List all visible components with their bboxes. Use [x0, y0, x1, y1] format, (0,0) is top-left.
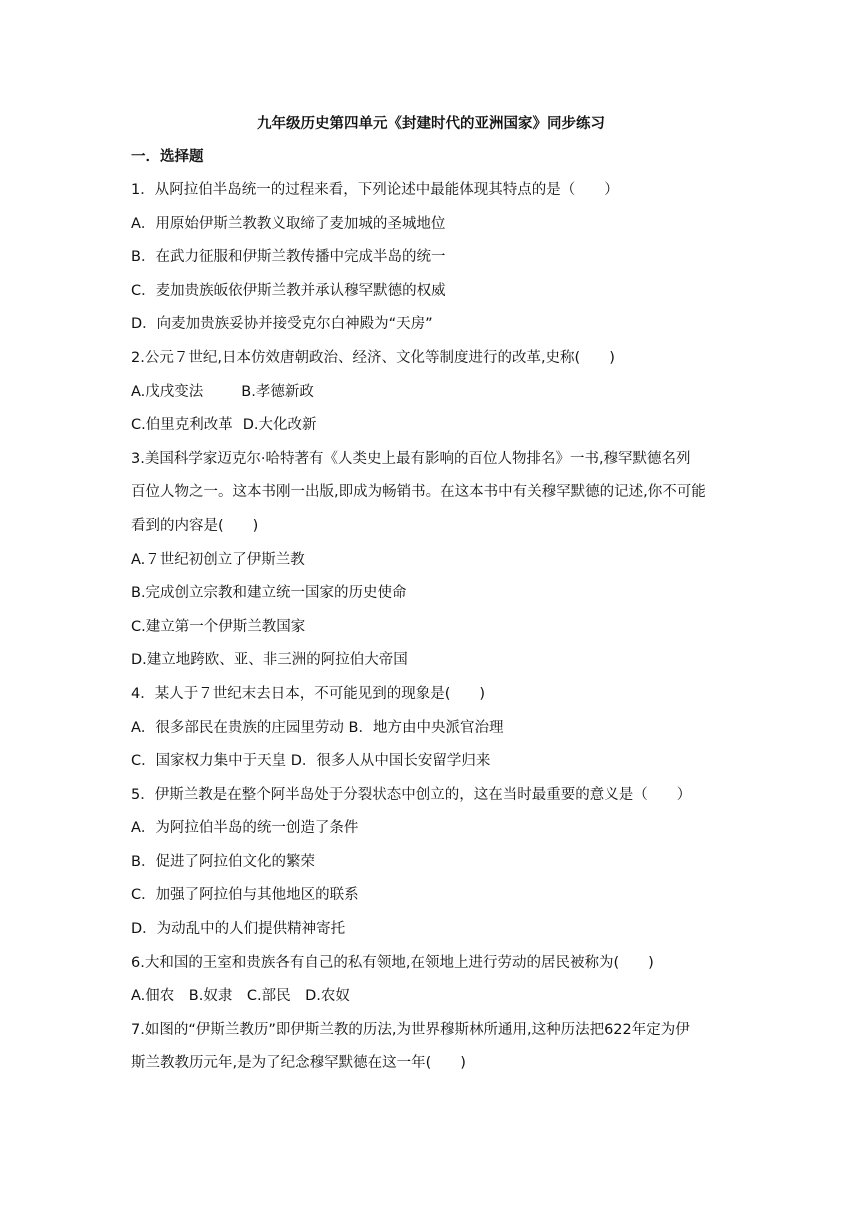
question-stem: 4．某人于７世纪末去日本，不可能见到的现象是( ) [131, 685, 486, 702]
option-b: B．促进了阿拉伯文化的繁荣 [131, 853, 315, 870]
question-4 [131, 680, 731, 781]
document-body [131, 110, 731, 1083]
option-c: C.建立第一个伊斯兰教国家 [131, 618, 306, 635]
option-b: B．在武力征服和伊斯兰教传播中完成半岛的统一 [131, 249, 446, 266]
option-d: D.建立地跨欧、亚、非三洲的阿拉伯大帝国 [131, 652, 408, 669]
question-stem: 2.公元７世纪,日本仿效唐朝政治、经济、文化等制度进行的改革,史称( ) [131, 349, 615, 366]
question-5 [131, 781, 731, 949]
question-6 [131, 949, 731, 1016]
option-c: C．麦加贵族皈依伊斯兰教并承认穆罕默德的权威 [131, 282, 446, 299]
option-d: D．向麦加贵族妥协并接受克尔白神殿为“天房” [131, 316, 433, 333]
question-stem-line-3: 看到的内容是( ) [131, 517, 259, 534]
option-d: D.大化改新 [242, 417, 317, 434]
option-c: C.伯里克利改革 [131, 417, 233, 434]
section-heading: 一．选择题 [131, 149, 204, 165]
option-a: A．用原始伊斯兰教教义取缔了麦加城的圣城地位 [131, 215, 446, 232]
option-spacer [203, 378, 241, 412]
question-stem: 6.大和国的王室和贵族各有自己的私有领地,在领地上进行劳动的居民被称为( ) [131, 954, 654, 971]
option-c: C．加强了阿拉伯与其他地区的联系 [131, 887, 359, 904]
option-a: A．为阿拉伯半岛的统一创造了条件 [131, 820, 359, 837]
question-stem-line-2: 百位人物之一。这本书刚一出版,即成为畅销书。在这本书中有关穆罕默德的记述,你不可能 [131, 484, 706, 501]
option-row-cd: C．国家权力集中于天皇 D．很多人从中国长安留学归来 [131, 753, 491, 770]
question-1 [131, 176, 731, 344]
option-row-ab: A．很多部民在贵族的庄园里劳动 B．地方由中央派官治理 [131, 719, 504, 736]
question-stem-line-1: 3.美国科学家迈克尔·哈特著有《人类史上最有影响的百位人物排名》一书,穆罕默德名列 [131, 450, 691, 467]
option-row: A.佃农 B.奴隶 C.部民 D.农奴 [131, 988, 350, 1005]
question-stem-line-1: 7.如图的“伊斯兰教历”即伊斯兰教的历法,为世界穆斯林所通用,这种历法把622年定为伊 [131, 1021, 690, 1038]
option-b: B.完成创立宗教和建立统一国家的历史使命 [131, 585, 407, 602]
option-b: B.孝德新政 [241, 383, 314, 400]
question-stem: 1．从阿拉伯半岛统一的过程来看，下列论述中最能体现其特点的是（ ） [131, 182, 619, 198]
question-stem-line-2: 斯兰教教历元年,是为了纪念穆罕默德在这一年( ) [131, 1055, 466, 1072]
question-3 [131, 445, 731, 680]
question-7 [131, 1016, 731, 1083]
document-title: 九年级历史第四单元《封建时代的亚洲国家》同步练习 [257, 116, 605, 132]
option-a: A.７世纪初创立了伊斯兰教 [131, 551, 305, 568]
option-row [131, 411, 731, 445]
question-2 [131, 344, 731, 445]
option-d: D．为动乱中的人们提供精神寄托 [131, 921, 346, 938]
question-stem: 5．伊斯兰教是在整个阿半岛处于分裂状态中创立的，这在当时最重要的意义是（ ） [131, 786, 692, 803]
option-spacer [233, 411, 243, 445]
option-row [131, 378, 731, 412]
option-a: A.戊戌变法 [131, 383, 204, 400]
